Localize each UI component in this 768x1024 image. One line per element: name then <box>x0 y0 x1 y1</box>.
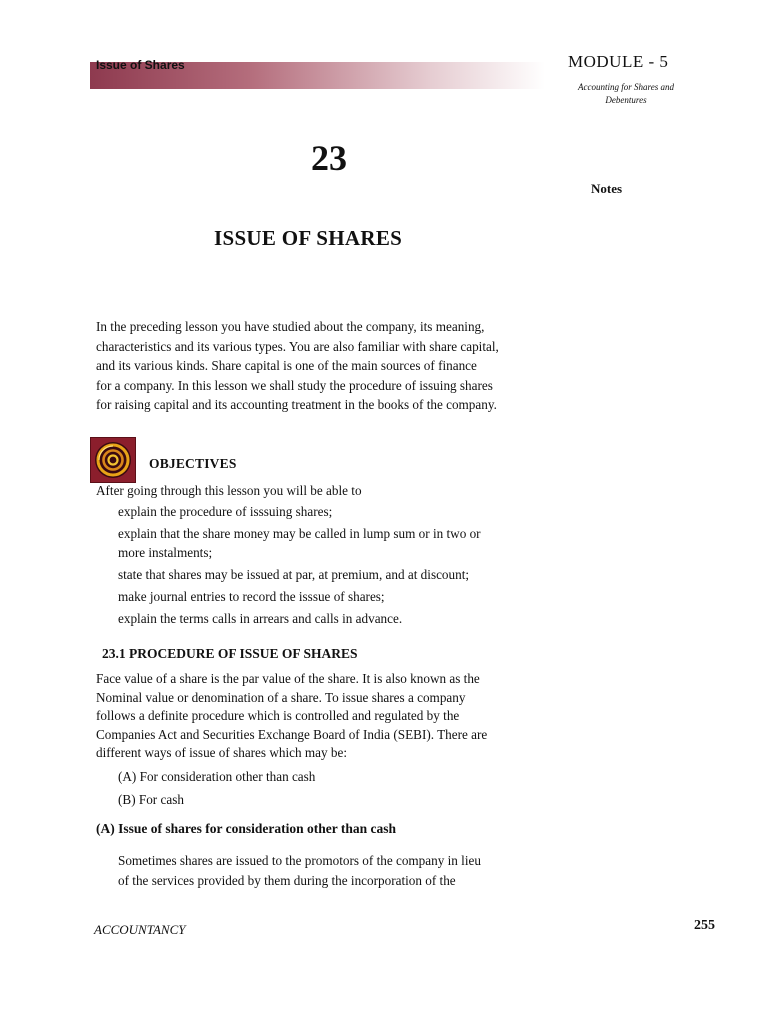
running-title: Issue of Shares <box>96 58 185 72</box>
section-line: follows a definite procedure which is controlled and regulated by the <box>96 708 460 724</box>
subsection-paragraph <box>118 851 538 890</box>
objectives-lead: After going through this lesson you will be able to <box>96 483 362 498</box>
option-b: (B) For cash <box>118 792 184 807</box>
section-line: Face value of a share is the par value of the share. It is also known as the <box>96 671 480 686</box>
section-paragraph <box>96 670 536 763</box>
objective-item: explain that the share money may be called in lump sum or in two or <box>118 526 481 541</box>
objectives-heading: OBJECTIVES <box>149 456 237 471</box>
chapter-number: 23 <box>311 138 347 178</box>
objective-item: explain the terms calls in arrears and calls in advance. <box>118 611 403 626</box>
objective-item: make journal entries to record the isssue of shares; <box>118 589 385 604</box>
section-heading: 23.1 PROCEDURE OF ISSUE OF SHARES <box>102 646 358 661</box>
module-subtitle-line-2: Debentures <box>605 95 647 105</box>
page-number: 255 <box>694 918 715 933</box>
objective-item: state that shares may be issued at par, at premium, and at discount; <box>118 567 470 582</box>
module-subtitle-line-1: Accounting for Shares and <box>578 82 674 92</box>
module-label: MODULE - 5 <box>568 52 669 71</box>
section-line: Companies Act and Securities Exchange Board of India (SEBI). There are <box>96 726 488 742</box>
notes-label: Notes <box>591 181 623 196</box>
objectives-target-icon <box>90 437 136 483</box>
section-line: different ways of issue of shares which may be: <box>96 745 347 761</box>
subsection-heading: (A) Issue of shares for consideration other than cash <box>96 821 397 836</box>
subsection-line: of the services provided by them during the incorporation of the <box>118 872 456 888</box>
intro-line: characteristics and its various types. You are also familiar with share capital, <box>96 338 499 354</box>
objectives-list <box>118 502 538 631</box>
subsection-line: Sometimes shares are issued to the promotors of the company in lieu <box>118 853 481 868</box>
intro-line: for raising capital and its accounting treatment in the books of the company. <box>96 397 497 412</box>
intro-paragraph <box>96 317 556 415</box>
intro-line: for a company. In this lesson we shall study the procedure of issuing shares <box>96 377 493 393</box>
objective-item: more instalments; <box>118 545 213 560</box>
objective-item: explain the procedure of isssuing shares; <box>118 504 333 519</box>
module-subtitle <box>560 81 692 107</box>
section-line: Nominal value or denomination of a share. To issue shares a company <box>96 689 466 705</box>
intro-line: and its various kinds. Share capital is one of the main sources of finance <box>96 358 477 373</box>
option-a: (A) For consideration other than cash <box>118 769 316 784</box>
intro-line: In the preceding lesson you have studied about the company, its meaning, <box>96 319 485 334</box>
footer-subject: ACCOUNTANCY <box>94 922 186 937</box>
chapter-title: ISSUE OF SHARES <box>214 226 403 250</box>
